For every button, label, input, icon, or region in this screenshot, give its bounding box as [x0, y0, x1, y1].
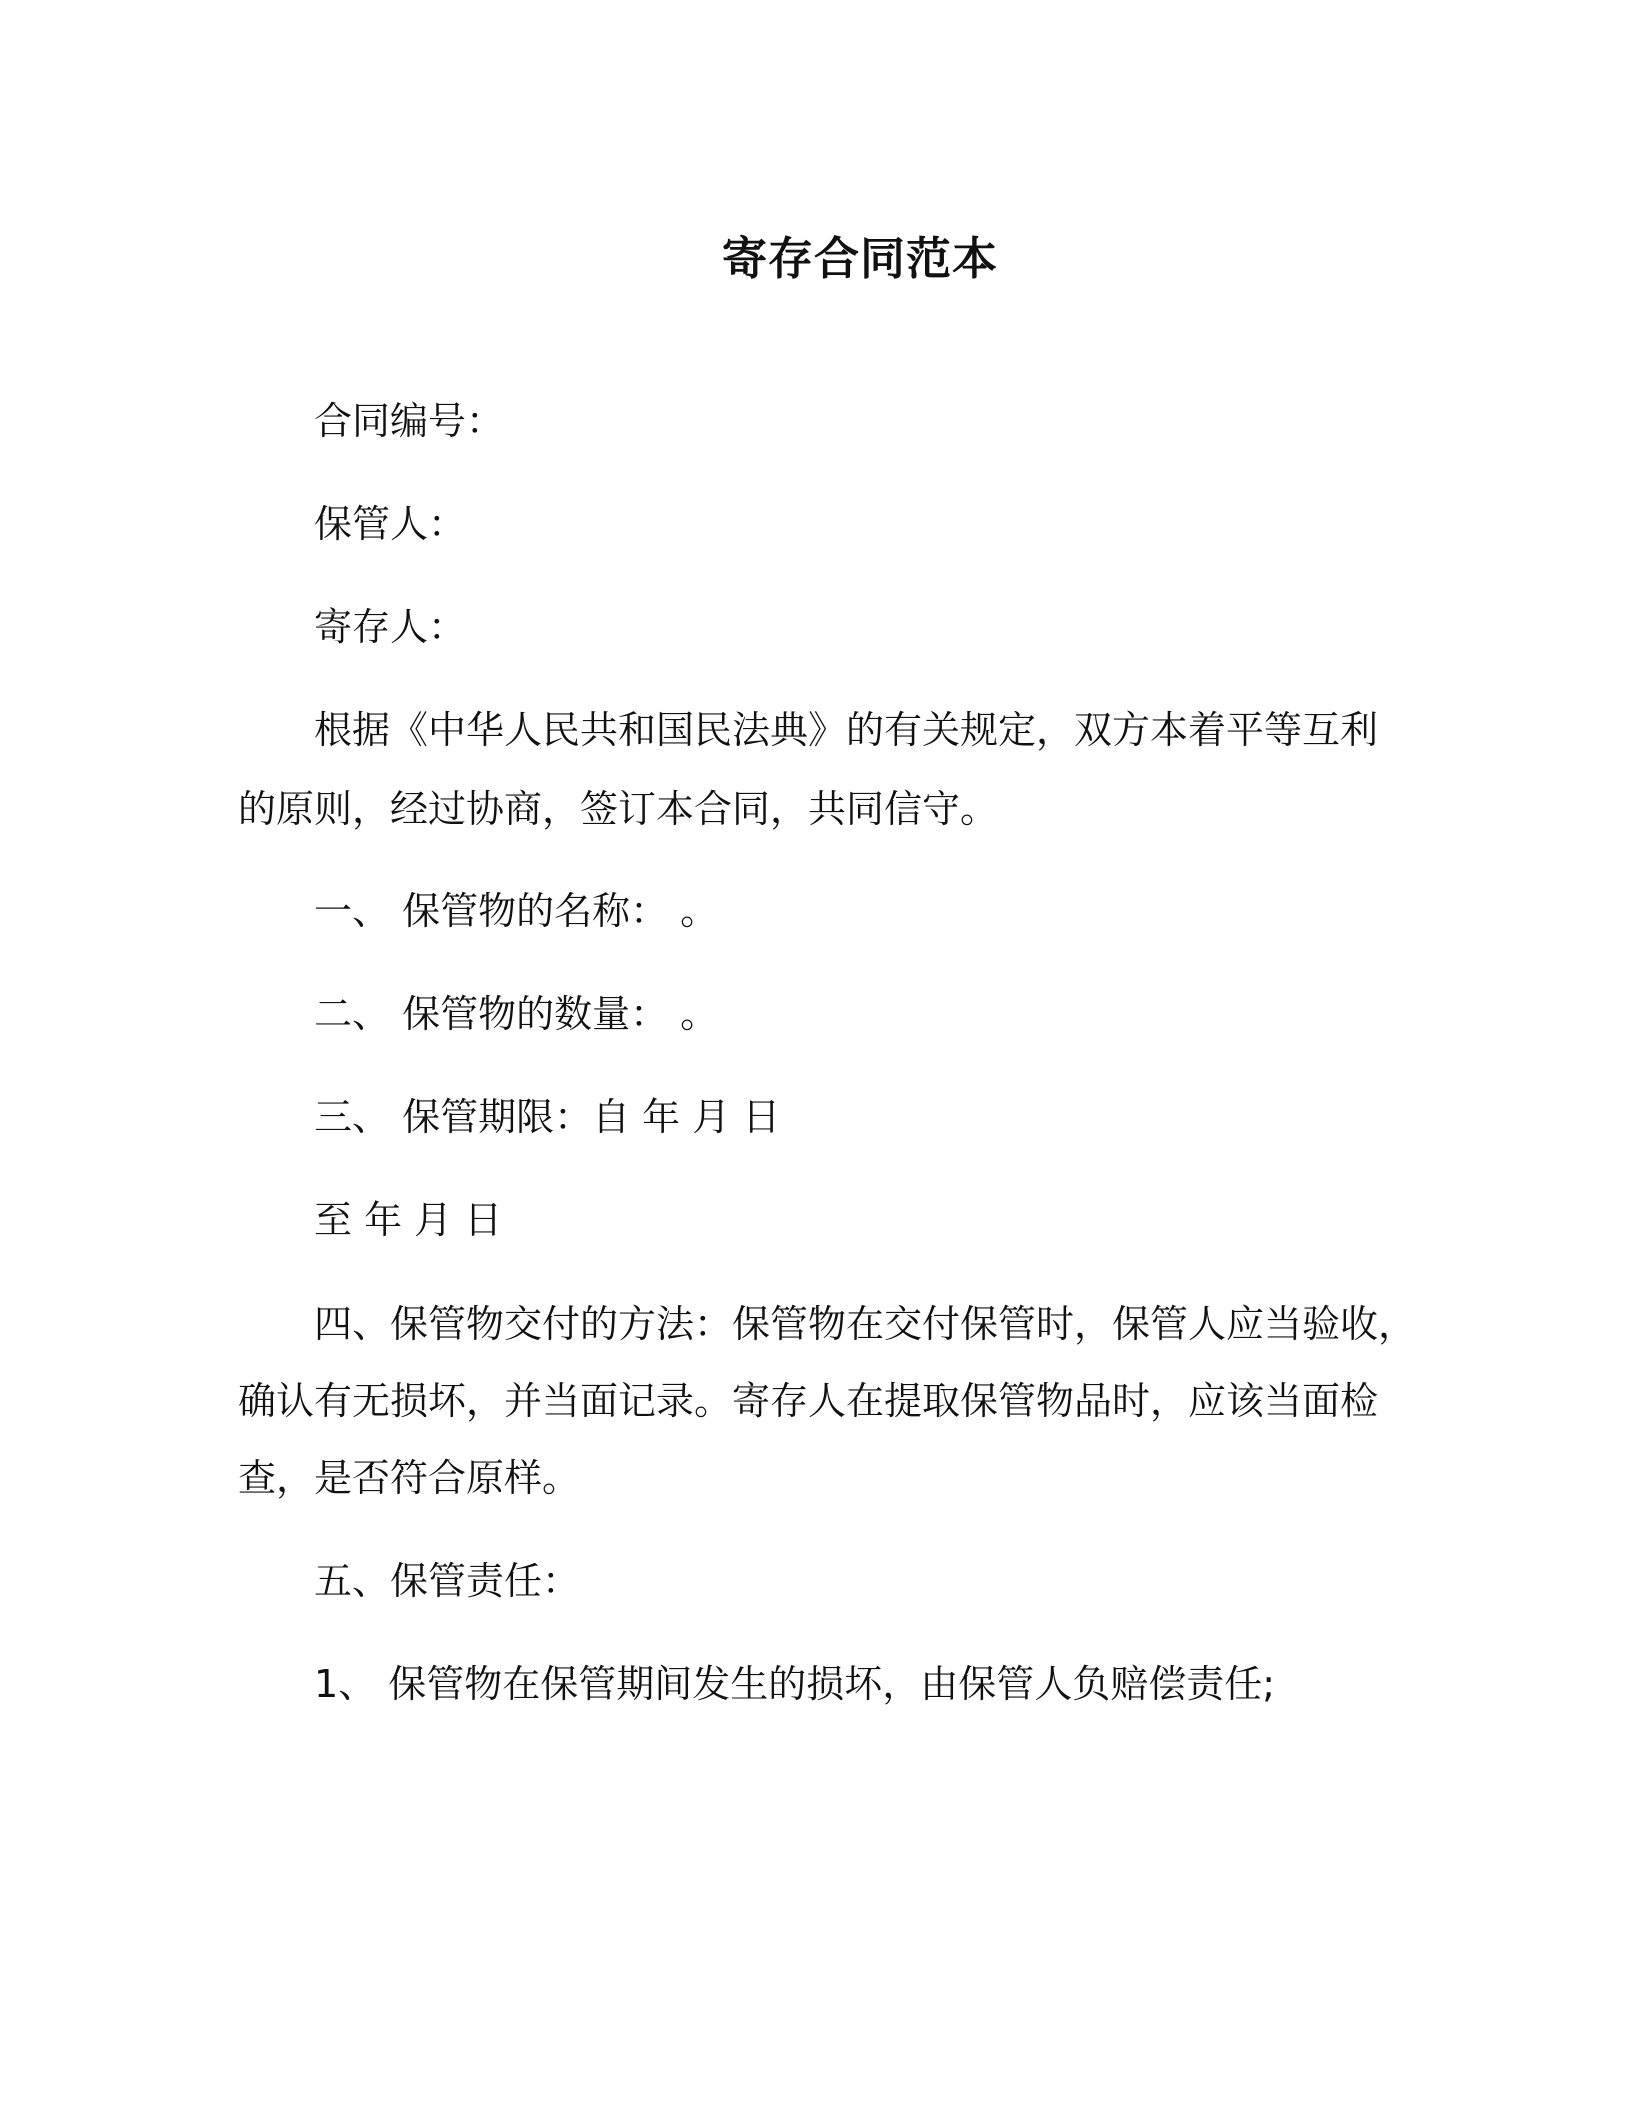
clause-1-item-name: 一、 保管物的名称： 。	[314, 889, 719, 933]
clause-3-term: 三、 保管期限：自 年 月 日	[314, 1095, 781, 1139]
clause-3-term-end: 至 年 月 日	[314, 1198, 503, 1242]
preamble-line-1: 根据《中华人民共和国民法典》的有关规定，双方本着平等互利	[314, 708, 1379, 752]
clause-4-line-2: 确认有无损坏，并当面记录。寄存人在提取保管物品时，应该当面检	[238, 1379, 1379, 1423]
custodian-label: 保管人：	[314, 502, 467, 546]
preamble-line-2: 的原则，经过协商，签订本合同，共同信守。	[238, 787, 999, 831]
depositor-label: 寄存人：	[314, 605, 467, 649]
clause-2-item-quantity: 二、 保管物的数量： 。	[314, 992, 719, 1036]
clause-5-item-1: 1、 保管物在保管期间发生的损坏，由保管人负赔偿责任;	[314, 1662, 1276, 1706]
clause-4-line-1: 四、保管物交付的方法：保管物在交付保管时，保管人应当验收，	[314, 1302, 1417, 1346]
contract-number-label: 合同编号：	[314, 399, 505, 443]
document-title: 寄存合同范本	[721, 232, 998, 285]
clause-5-heading: 五、保管责任：	[314, 1559, 581, 1603]
clause-4-line-3: 查，是否符合原样。	[238, 1456, 581, 1500]
